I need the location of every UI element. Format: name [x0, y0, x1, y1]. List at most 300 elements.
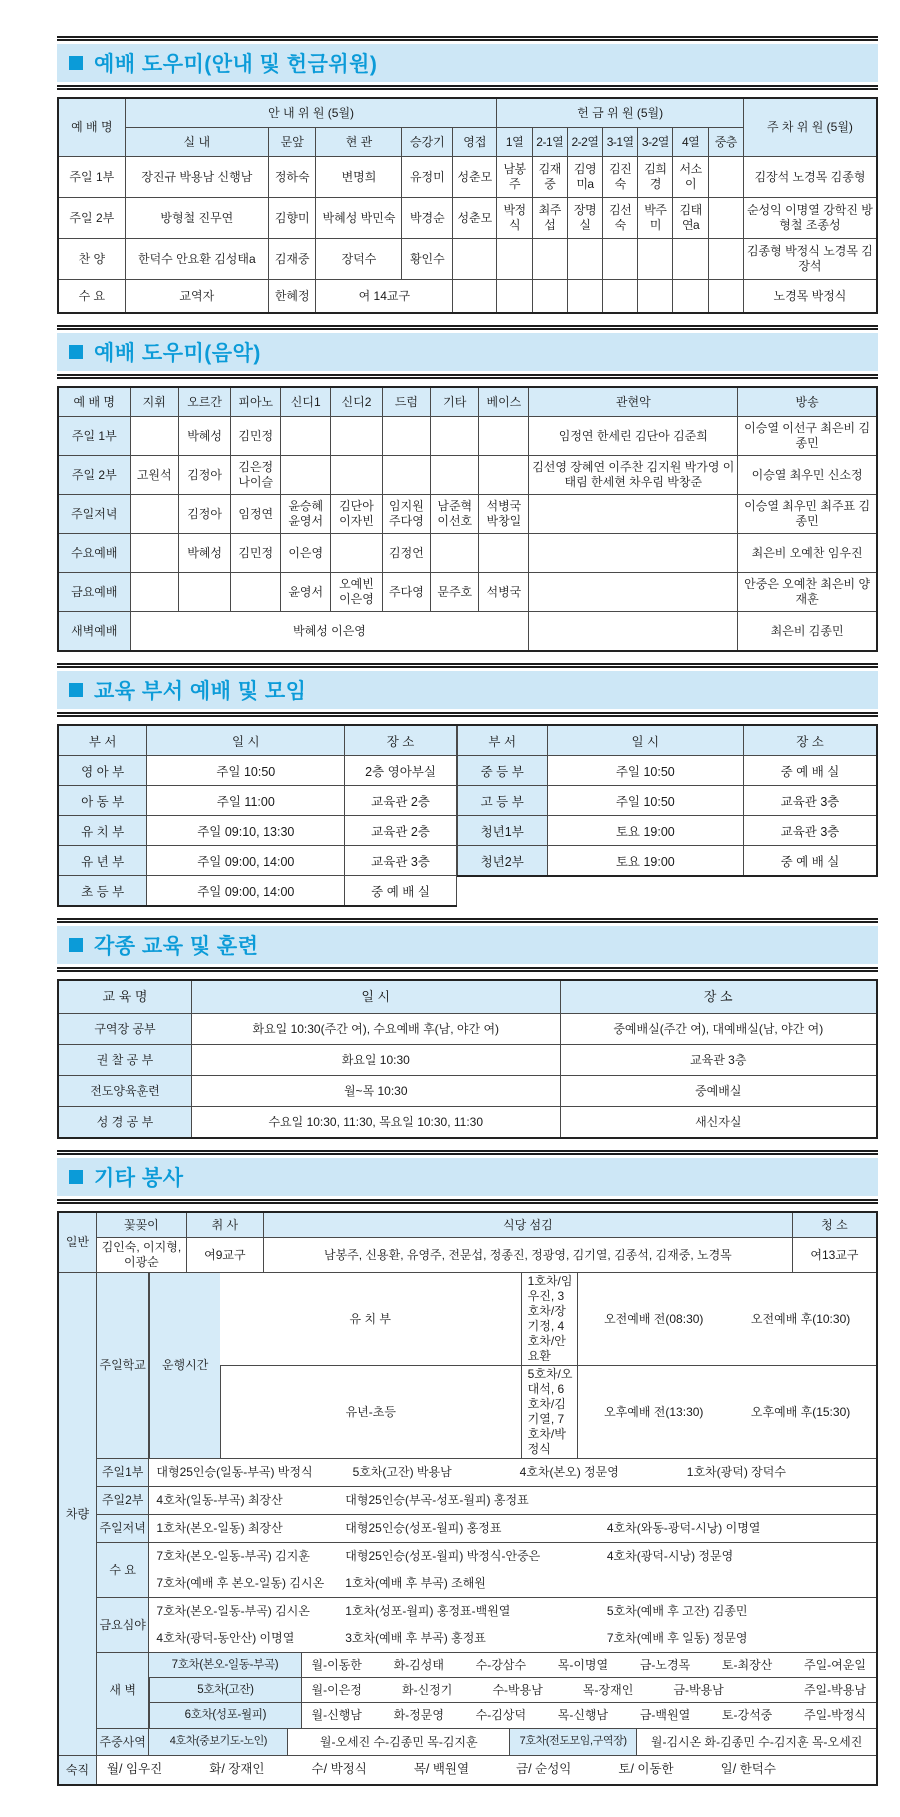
day-driver: 주일-박정식 — [803, 1708, 866, 1722]
bus-label: 5호차(고잔) — [149, 1678, 300, 1703]
table-cell — [178, 573, 230, 612]
table-row — [58, 157, 877, 198]
day-driver: 목-신행남 — [557, 1708, 609, 1722]
table-cell: 박경순 — [402, 198, 453, 239]
education-table-left — [57, 724, 457, 907]
row-label: 주일학교 — [96, 1273, 148, 1459]
table-row — [58, 756, 456, 786]
table-cell: 주일 09:00, 14:00 — [147, 876, 345, 907]
header-row — [58, 725, 456, 756]
table-cell: 석병국 — [479, 573, 529, 612]
table-cell: 남봉주 — [497, 157, 532, 198]
table-row — [457, 756, 877, 786]
table-row — [58, 198, 877, 239]
run-time: 오후예배 전(13:30) — [604, 1404, 704, 1419]
day-driver: 목-이명열 — [557, 1657, 609, 1672]
vehicle-row — [58, 1515, 877, 1543]
table-row — [457, 816, 877, 846]
table-cell: 김정아 — [178, 495, 230, 534]
section-title: 각종 교육 및 훈련 — [94, 935, 259, 958]
general-header-row — [58, 1212, 877, 1238]
table-cell — [708, 157, 743, 198]
table-cell: 성춘모 — [453, 198, 497, 239]
vehicle-row — [58, 1543, 877, 1598]
misc-service-table — [57, 1211, 878, 1786]
row-label: 중 등 부 — [457, 756, 547, 786]
table-row — [58, 573, 877, 612]
bus-assignment: 1호차(성포-월피) 홍정표-백원열 — [345, 1604, 511, 1618]
table-cell — [149, 1487, 877, 1515]
table-cell: 교육관 3층 — [744, 816, 877, 846]
col-header: 주 차 위 원 (5월) — [743, 98, 877, 157]
table-cell: 중 예 배 실 — [345, 876, 457, 907]
bus-assignment: 5호차(예배 후 고잔) 김종민 — [606, 1604, 748, 1618]
driver-schedule: 월-오세진 수-김종민 목-김지훈 — [287, 1729, 509, 1755]
row-label: 아 동 부 — [58, 786, 147, 816]
col-header: 2-1열 — [532, 128, 567, 157]
table-cell: 김진숙 — [603, 157, 638, 198]
table-cell: 박주미 — [638, 198, 673, 239]
bus-assignment: 대형25인승(일동-부곡) 박정식 — [156, 1465, 313, 1479]
col-header: 예 배 명 — [58, 98, 125, 157]
col-header: 문앞 — [268, 128, 316, 157]
table-cell: 윤승혜 윤영서 — [281, 495, 331, 534]
row-label: 주일저녁 — [58, 495, 130, 534]
table-cell — [529, 495, 738, 534]
table-cell: 주일 09:10, 13:30 — [147, 816, 345, 846]
table-cell: 박혜성 — [178, 417, 230, 456]
col-header: 식당 섬김 — [263, 1213, 792, 1237]
col-header: 일 시 — [547, 725, 743, 756]
day-duty: 금/ 순성익 — [516, 1762, 572, 1777]
day-duty: 토/ 이동한 — [618, 1762, 674, 1777]
square-bullet-icon — [69, 56, 83, 70]
driver-schedule — [301, 1678, 876, 1703]
row-label: 숙직 — [58, 1756, 96, 1786]
table-cell: 박정식 — [497, 198, 532, 239]
table-row — [58, 1107, 877, 1139]
table-cell — [708, 198, 743, 239]
table-cell — [281, 456, 331, 495]
day-driver: 주일-여운일 — [803, 1657, 866, 1672]
table-cell — [497, 280, 532, 314]
table-cell: 교육관 3층 — [744, 786, 877, 816]
table-cell: 여 14교구 — [316, 280, 453, 314]
bus-label: 4호차(중보기도-노인) — [149, 1729, 287, 1755]
run-times — [577, 1366, 876, 1458]
table-cell: 김단아 이자빈 — [331, 495, 383, 534]
bus-label: 6호차(성포-월피) — [149, 1703, 300, 1728]
table-cell: 2층 영아부실 — [345, 756, 457, 786]
table-cell: 남준혁 이선호 — [431, 495, 479, 534]
day-driver: 수-김상덕 — [475, 1708, 527, 1722]
table-row — [457, 786, 877, 816]
table-cell: 김정언 — [382, 534, 430, 573]
table-cell: 장명실 — [567, 198, 602, 239]
table-cell — [96, 1238, 877, 1273]
general-row — [58, 1238, 877, 1273]
table-cell: 교육관 2층 — [345, 816, 457, 846]
col-header: 장 소 — [560, 980, 877, 1014]
row-label: 전도양육훈련 — [58, 1076, 191, 1107]
bus-assignment: 4호차(와동-광덕-시낭) 이명열 — [606, 1521, 761, 1535]
vehicle-row — [58, 1487, 877, 1515]
table-cell: 교육관 3층 — [560, 1045, 877, 1076]
table-cell: 이승열 최우민 신소정 — [738, 456, 877, 495]
table-cell: 중 예 배 실 — [744, 846, 877, 877]
day-duty: 목/ 백원열 — [413, 1762, 470, 1777]
row-label: 새 벽 — [96, 1653, 148, 1729]
table-cell: 임정연 한세린 김단아 김준희 — [529, 417, 738, 456]
col-header: 안 내 위 원 (5월) — [125, 98, 497, 128]
bus-assignment: 대형25인승(부곡-성포-월피) 홍정표 — [345, 1493, 529, 1507]
table-cell — [331, 417, 383, 456]
row-label: 주일 2부 — [58, 198, 125, 239]
row-label: 수 요 — [96, 1543, 148, 1598]
dining-duty: 남봉주, 신용환, 유영주, 전문섭, 정종진, 정광영, 김기열, 김종석, 김재중, 노경목 — [263, 1238, 792, 1272]
table-cell — [479, 456, 529, 495]
table-cell — [529, 612, 738, 652]
dept-label: 유 치 부 — [220, 1273, 521, 1366]
table-row — [58, 846, 456, 876]
table-cell: 윤영서 — [281, 573, 331, 612]
section-etc — [57, 1150, 878, 1786]
table-cell — [453, 280, 497, 314]
row-label: 구역장 공부 — [58, 1014, 191, 1045]
vehicle-row — [58, 1598, 877, 1653]
table-cell: 유정미 — [402, 157, 453, 198]
col-header: 2-2열 — [567, 128, 602, 157]
vehicle-row — [58, 1459, 877, 1487]
table-cell — [567, 280, 602, 314]
col-header: 3-2열 — [638, 128, 673, 157]
table-cell: 수요일 10:30, 11:30, 목요일 10:30, 11:30 — [191, 1107, 560, 1139]
table-cell: 월~목 10:30 — [191, 1076, 560, 1107]
bus-assignment: 대형25인승(성포-월피) 박정식-안중은 — [345, 1549, 541, 1563]
table-cell — [149, 1515, 877, 1543]
col-header: 부 서 — [457, 725, 547, 756]
table-cell — [331, 534, 383, 573]
day-driver: 월-신행남 — [311, 1708, 362, 1722]
flower-duty: 김인숙, 이지형, 이광순 — [101, 1240, 182, 1269]
col-header: 방송 — [738, 387, 877, 417]
section-title-bar — [57, 1158, 878, 1196]
table-cell: 석병국 박창일 — [479, 495, 529, 534]
section-music — [57, 325, 878, 652]
table-cell: 박혜성 이은영 — [130, 612, 529, 652]
header-row — [457, 725, 877, 756]
table-cell: 안중은 오예찬 최은비 양재훈 — [738, 573, 877, 612]
row-label: 청년1부 — [457, 816, 547, 846]
run-time: 오전예배 전(08:30) — [604, 1311, 704, 1326]
table-cell — [130, 573, 178, 612]
table-cell: 이은영 — [281, 534, 331, 573]
table-cell — [431, 417, 479, 456]
bus-assignment: 7호차(예배 후 본오-일동) 김시온 — [156, 1576, 325, 1590]
col-header: 4열 — [673, 128, 708, 157]
row-label: 유 치 부 — [58, 816, 147, 846]
col-header: 오르간 — [178, 387, 230, 417]
bus-assignment: 7호차(본오-일동-부곡) 김시온 — [156, 1604, 310, 1618]
table-cell — [149, 1459, 877, 1487]
row-label: 일반 — [58, 1212, 96, 1273]
row-label: 청년2부 — [457, 846, 547, 877]
section-title-bar — [57, 671, 878, 709]
row-label: 수요예배 — [58, 534, 130, 573]
col-header: 기타 — [431, 387, 479, 417]
table-cell: 박혜성 — [178, 534, 230, 573]
row-label: 금요예배 — [58, 573, 130, 612]
table-row — [457, 846, 877, 877]
section-helpers — [57, 36, 878, 314]
table-cell: 서소이 — [673, 157, 708, 198]
day-driver: 금-박용남 — [673, 1682, 724, 1697]
table-cell — [149, 1729, 877, 1756]
table-cell — [603, 280, 638, 314]
square-bullet-icon — [69, 683, 83, 697]
table-cell — [638, 239, 673, 280]
day-duty: 화/ 장재인 — [209, 1762, 265, 1777]
table-cell: 임지원 주다영 — [382, 495, 430, 534]
row-label: 수 요 — [58, 280, 125, 314]
table-cell — [479, 534, 529, 573]
row-label: 성 경 공 부 — [58, 1107, 191, 1139]
table-cell: 주일 09:00, 14:00 — [147, 846, 345, 876]
col-header: 3-1열 — [603, 128, 638, 157]
table-row — [58, 534, 877, 573]
row-label: 차량 — [58, 1273, 96, 1756]
table-cell: 주일 10:50 — [547, 756, 743, 786]
table-cell — [708, 239, 743, 280]
table-cell: 황인수 — [402, 239, 453, 280]
table-cell: 김재중 — [532, 157, 567, 198]
table-row — [58, 612, 877, 652]
table-cell — [149, 1598, 877, 1653]
table-row — [58, 1014, 877, 1045]
row-label: 주일 1부 — [58, 157, 125, 198]
section-title: 교육 부서 예배 및 모임 — [94, 680, 307, 703]
table-cell: 김정아 — [178, 456, 230, 495]
section-title: 기타 봉사 — [94, 1167, 184, 1190]
day-duty: 일/ 한덕수 — [720, 1762, 776, 1777]
table-cell: 김향미 — [268, 198, 316, 239]
bus-assignment: 1호차(예배 후 부곡) 조해원 — [345, 1576, 486, 1590]
table-cell — [529, 534, 738, 573]
music-helpers-table — [57, 386, 878, 652]
table-cell: 김민정 — [231, 417, 281, 456]
section-title-bar — [57, 44, 878, 82]
row-label: 초 등 부 — [58, 876, 147, 907]
table-row — [58, 1045, 877, 1076]
section-title-bar — [57, 926, 878, 964]
table-cell: 주일 10:50 — [547, 786, 743, 816]
day-driver: 월-이동한 — [311, 1657, 362, 1672]
col-header: 장 소 — [345, 725, 457, 756]
section-title-block — [57, 663, 878, 717]
table-cell: 김선영 장혜연 이주찬 김지원 박가영 이태림 한세현 차우림 박창준 — [529, 456, 738, 495]
dept-label: 유년-초등 — [220, 1366, 521, 1458]
header-row — [58, 387, 877, 417]
table-cell: 주일 10:50 — [147, 756, 345, 786]
col-header: 청 소 — [792, 1213, 876, 1237]
section-title-bar — [57, 333, 878, 371]
weekday-ministry-row — [58, 1729, 877, 1756]
col-header: 베이스 — [479, 387, 529, 417]
bus-assignment: 4호차(본오) 정문영 — [519, 1465, 619, 1479]
day-driver: 토-강석중 — [721, 1708, 773, 1722]
table-cell: 장진규 박용남 신행남 — [125, 157, 268, 198]
table-cell: 한혜정 — [268, 280, 316, 314]
col-header: 드럼 — [382, 387, 430, 417]
bus-assignment: 대형25인승(성포-월피) 홍정표 — [345, 1521, 502, 1535]
bus-assignment: 1호차(광덕) 장덕수 — [686, 1465, 786, 1479]
table-cell: 중예배실 — [560, 1076, 877, 1107]
table-cell: 토요 19:00 — [547, 846, 743, 877]
dawn-row — [58, 1653, 877, 1729]
day-driver: 목-장재인 — [582, 1682, 634, 1697]
bus-assignment: 4호차(일동-부곡) 최장산 — [156, 1493, 283, 1507]
table-cell — [331, 456, 383, 495]
run-times — [577, 1273, 876, 1366]
table-cell: 문주호 — [431, 573, 479, 612]
table-cell — [567, 239, 602, 280]
bus-assignment: 3호차(예배 후 부곡) 홍정표 — [345, 1631, 486, 1645]
table-cell: 김재중 — [268, 239, 316, 280]
table-cell: 중예배실(주간 여), 대예배실(남, 야간 여) — [560, 1014, 877, 1045]
driver-schedule — [301, 1653, 876, 1678]
table-cell — [382, 417, 430, 456]
bus-label: 7호차(전도모임,구역장) — [509, 1729, 636, 1755]
table-cell: 성춘모 — [453, 157, 497, 198]
table-cell: 방형철 진무연 — [125, 198, 268, 239]
table-cell — [497, 239, 532, 280]
col-header: 현 관 — [316, 128, 402, 157]
table-cell: 박혜성 박민숙 — [316, 198, 402, 239]
table-cell: 중 예 배 실 — [744, 756, 877, 786]
table-cell: 주다영 — [382, 573, 430, 612]
education-table-right — [457, 724, 878, 877]
day-driver: 화-김성태 — [393, 1657, 444, 1672]
bus-assignment: 4호차(광덕-동안산) 이명열 — [156, 1631, 295, 1645]
table-row — [58, 876, 456, 907]
table-row — [58, 816, 456, 846]
col-header: 영접 — [453, 128, 497, 157]
day-driver: 화-정문영 — [393, 1708, 444, 1722]
education-tables — [57, 724, 878, 907]
table-row — [58, 1076, 877, 1107]
col-header: 신디2 — [331, 387, 383, 417]
driver-schedule — [301, 1703, 876, 1728]
table-cell — [431, 534, 479, 573]
col-header: 1열 — [497, 128, 532, 157]
col-header: 꽃꽂이 — [97, 1213, 186, 1237]
table-cell: 장덕수 — [316, 239, 402, 280]
section-title-block — [57, 325, 878, 379]
worship-helpers-table — [57, 97, 878, 314]
table-cell: 김희경 — [638, 157, 673, 198]
table-cell — [431, 456, 479, 495]
row-label: 찬 양 — [58, 239, 125, 280]
table-cell — [479, 417, 529, 456]
table-cell — [130, 534, 178, 573]
table-row — [58, 417, 877, 456]
schedule-label: 운행시간 — [149, 1273, 219, 1458]
col-header: 지휘 — [130, 387, 178, 417]
row-label: 새벽예배 — [58, 612, 130, 652]
table-cell: 최은비 오예찬 임우진 — [738, 534, 877, 573]
row-label: 주일2부 — [96, 1487, 148, 1515]
section-title-block — [57, 1150, 878, 1204]
table-cell: 교육관 2층 — [345, 786, 457, 816]
table-cell: 김민정 — [231, 534, 281, 573]
table-cell — [96, 1756, 877, 1786]
col-header: 신디1 — [281, 387, 331, 417]
table-cell — [231, 573, 281, 612]
section-title-block — [57, 36, 878, 90]
col-header: 예 배 명 — [58, 387, 130, 417]
bus-assignments: 1호차/임우진, 3호차/장기정, 4호차/안요환 — [521, 1273, 578, 1366]
cooking-duty: 여9교구 — [186, 1238, 263, 1272]
run-time: 오후예배 후(15:30) — [750, 1404, 851, 1419]
bus-assignments: 5호차/오대석, 6호차/김기열, 7호차/박정식 — [521, 1366, 578, 1458]
col-header: 중층 — [708, 128, 743, 157]
table-cell: 교역자 — [125, 280, 268, 314]
section-training — [57, 918, 878, 1139]
table-cell: 김선숙 — [603, 198, 638, 239]
bus-assignment: 7호차(본오-일동-부곡) 김지훈 — [156, 1549, 310, 1563]
training-table — [57, 979, 878, 1139]
day-driver: 수-강삼수 — [475, 1657, 527, 1672]
table-cell: 임정연 — [231, 495, 281, 534]
table-cell: 한덕수 안요환 김성태a — [125, 239, 268, 280]
run-time: 오전예배 후(10:30) — [750, 1311, 851, 1326]
table-cell — [149, 1273, 877, 1459]
table-cell: 최주섭 — [532, 198, 567, 239]
table-cell — [673, 280, 708, 314]
table-cell: 김장석 노경목 김종형 — [743, 157, 877, 198]
table-cell: 교육관 3층 — [345, 846, 457, 876]
table-cell: 순성익 이명열 강학진 방형철 조종성 — [743, 198, 877, 239]
driver-schedule: 월-김시온 화-김종민 수-김지훈 목-오세진 — [636, 1729, 876, 1755]
col-header: 일 시 — [147, 725, 345, 756]
table-cell: 정하숙 — [268, 157, 316, 198]
table-cell: 노경목 박정식 — [743, 280, 877, 314]
table-cell: 최은비 김종민 — [738, 612, 877, 652]
night-duty-row — [58, 1756, 877, 1786]
section-education — [57, 663, 878, 907]
col-header: 장 소 — [744, 725, 877, 756]
col-header: 피아노 — [231, 387, 281, 417]
table-cell — [453, 239, 497, 280]
row-label: 주일 2부 — [58, 456, 130, 495]
day-duty: 월/ 임우진 — [106, 1762, 163, 1777]
table-cell — [382, 456, 430, 495]
table-cell — [130, 417, 178, 456]
table-cell: 변명희 — [316, 157, 402, 198]
day-duty: 수/ 박정식 — [311, 1762, 367, 1777]
row-label: 금요심야 — [96, 1598, 148, 1653]
table-cell: 오예빈 이은영 — [331, 573, 383, 612]
table-cell: 김태연a — [673, 198, 708, 239]
col-header: 일 시 — [191, 980, 560, 1014]
section-title: 예배 도우미(안내 및 헌금위원) — [94, 53, 378, 76]
row-label: 유 년 부 — [58, 846, 147, 876]
day-driver: 금-백원열 — [639, 1708, 691, 1722]
day-driver: 금-노경목 — [639, 1657, 691, 1672]
table-cell: 이승열 이선구 최은비 김종민 — [738, 417, 877, 456]
col-header: 승강기 — [402, 128, 453, 157]
square-bullet-icon — [69, 938, 83, 952]
